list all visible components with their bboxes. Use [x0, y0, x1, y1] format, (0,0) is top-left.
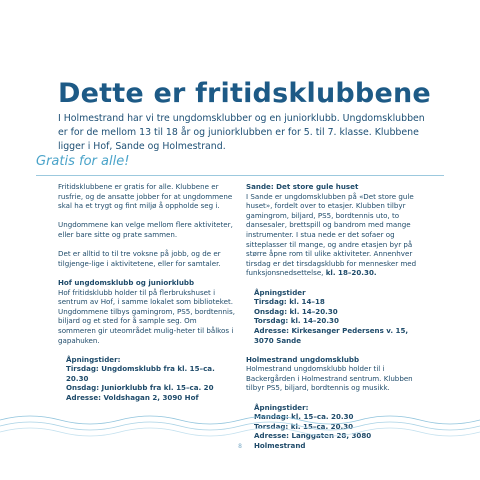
paragraph-free: Fritidsklubbene er gratis for alle. Klubbene er rusfrie, og de ansatte jobber for at ungdommene skal ha et trygt og fint miljø å oppholde seg i.: [58, 182, 233, 211]
intro-text: I Holmestrand har vi tre ungdomsklubber og en juniorklubb. Ungdomsklubben er for de mellom 13 til 18 år og juniorklubben er for 5. til 7. klasse. Klubbene ligger i Hof, Sande og Holmestrand.: [58, 113, 425, 152]
left-column: [58, 182, 236, 403]
holmestrand-address: Adresse: Langgaten 28, 3080 Holmestrand: [254, 431, 372, 451]
wave-line: [0, 422, 480, 430]
hof-section: [58, 278, 236, 345]
sande-text-time: kl. 18–20.30.: [325, 268, 377, 278]
wave-line: [0, 416, 480, 424]
sande-section: [246, 182, 424, 278]
section-subheading: Gratis for alle!: [36, 154, 130, 169]
sande-heading: Sande: Det store gule huset: [246, 182, 359, 191]
holmestrand-hours-line: Mandag: kl. 15–ca. 20.30: [254, 412, 354, 422]
holmestrand-section: [246, 355, 424, 393]
hof-hours-line: Onsdag: Juniorklubb fra kl. 15–ca. 20: [66, 383, 214, 393]
paragraph-staff: Det er alltid to til tre voksne på jobb, og de er tilgjenge-lige i aktivitetene, eller for samtaler.: [58, 249, 221, 268]
sande-hours-heading: Åpningstider: [254, 287, 306, 297]
subheading-divider: [36, 175, 444, 176]
wave-line: [0, 428, 480, 436]
hof-address: Adresse: Voldshagan 2, 3090 Hof: [66, 393, 199, 403]
holmestrand-heading: Holmestrand ungdomsklubb: [246, 354, 360, 364]
hof-text: Hof fritidsklubb holder til på flerbrukshuset i sentrum av Hof, i samme lokalet som biblioteket. Ungdommene tilbys gamingrom, PS5, bordtennis, biljard og et sted for å sample seg. Om sommeren gir uteområdet mulig-heter til bålkos i gapahuken.: [58, 287, 235, 345]
hof-hours: [58, 355, 236, 403]
holmestrand-text: Holmestrand ungdomsklubb holder til i Backergården i Holmestrand sentrum. Klubben tilbyr PS5, biljard, bordtennis og musikk.: [246, 364, 413, 393]
holmestrand-hours-line: Torsdag: kl. 15–ca. 20.30: [254, 421, 354, 431]
page-number: 8: [238, 443, 242, 450]
sande-hours-line: Torsdag: kl. 14–20.30: [254, 316, 339, 326]
page-title: Dette er fritidsklubbene: [58, 78, 431, 109]
paragraph-activities: Ungdommene kan velge mellom flere aktiviteter, eller bare sitte og prate sammen.: [58, 220, 233, 239]
sande-hours-line: Onsdag: kl. 14–20.30: [254, 306, 338, 316]
hof-heading: Hof ungdomsklubb og juniorklubb: [58, 277, 195, 287]
sande-text: I Sande er ungdomsklubben på «Det store gule huset», fordelt over to etasjer. Klubben tilbyr gamingrom, biljard, PS5, bordtennis uto, to dansesaler, brettspill og bandrom med mange instrumenter. I stua nede er det sofaer og sitteplasser til mange, og andre etasjen byr på større åpne rom til ulike aktiviteter. Annenhver tirsdag er det tirsdagsklubb for mennesker med funksjonsnedsettelse,: [246, 191, 417, 278]
hof-hours-line: Tirsdag: Ungdomsklubb fra kl. 15–ca. 20.30: [66, 364, 215, 383]
holmestrand-hours-heading: Åpningstider:: [254, 402, 309, 412]
sande-hours: [246, 288, 424, 346]
sande-address: Adresse: Kirkesanger Pedersens v. 15, 3070 Sande: [254, 325, 409, 345]
hof-hours-heading: Åpningstider:: [66, 354, 121, 364]
sande-hours-line: Tirsdag: kl. 14–18: [254, 297, 325, 307]
